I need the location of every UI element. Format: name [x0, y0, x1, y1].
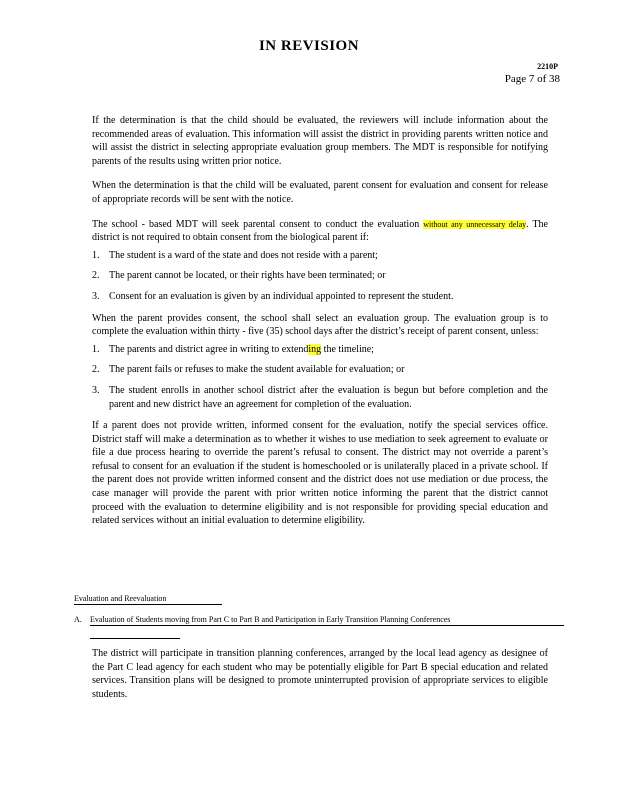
transition-planning-paragraph: The district will participate in transition planning conferences, arranged by the local lead agency as designee of the Part C lead agency for each student who may be potentially eligible for Part B special education and related services. Transition plans will be designed to promote uninterrupted provision of appropriate services to eligible students. [92, 648, 548, 700]
consent-exceptions-list [92, 249, 548, 304]
list-item: 3. Consent for an evaluation is given by an individual appointed to represent the student. [92, 290, 454, 302]
paragraph-parent-consent-notice: When the determination is that the child will be evaluated, parent consent for evaluation and consent for release of appropriate records will be sent with the notice. [92, 180, 548, 205]
text-segment: The school - based MDT will seek parental consent to conduct the evaluation [92, 218, 424, 230]
list-item: 2. The parent cannot be located, or their rights have been terminated; or [92, 270, 386, 282]
policy-code: 2210P [537, 62, 558, 71]
highlighted-text: without any unnecessary delay [423, 219, 527, 229]
subsection-letter: A. [74, 615, 82, 624]
divider [90, 638, 180, 639]
page-number: Page 7 of 38 [504, 73, 560, 85]
revision-banner: IN REVISION [258, 38, 360, 54]
paragraph-no-consent: If a parent does not provide written, informed consent for the evaluation, notify the special services office. District staff will make a determination as to whether it wishes to use mediation to seek agreement to evaluate or file a due process hearing to override the parent’s refusal to consent. The district may not override a parent’s refusal to consent for an evaluation if the student is homeschooled or is unilaterally placed in a private school. If the parent does not provide written informed consent and the district does not use mediation or due process, the case manager will provide the parent with prior written notice informing the parent that the district cannot proceed with the evaluation to determine eligibility and is not responsible for providing special education and related services without an initial evaluation to determine eligibility. [92, 420, 548, 527]
paragraph-evaluation-determination: If the determination is that the child should be evaluated, the reviewers will include information about the recommended areas of evaluation. This information will assist the district in providing parents written notice and will assist the district in selecting appropriate evaluation group members. The MDT is responsible for notifying parents of the results using written prior notice. [92, 115, 548, 167]
list-item: 2. The parent fails or refuses to make the student available for evaluation; or [92, 364, 405, 376]
list-item: 1. The student is a ward of the state and does not reside with a parent; [92, 249, 378, 261]
subsection-title: Evaluation of Students moving from Part C to Part B and Participation in Early Transition Planning Conferences [90, 615, 451, 624]
timeline-exceptions-list [92, 343, 548, 411]
section-heading: Evaluation and Reevaluation [74, 594, 222, 605]
paragraph-seek-consent [92, 218, 548, 245]
highlighted-text: ing [308, 343, 322, 355]
text-segment: . The district is not required to obtain consent from the biological parent if: [92, 218, 548, 244]
list-item: 3. The student enrolls in another school district after the evaluation is begun but before completion and the parent and new district have an agreement for completion of the evaluation. [92, 384, 548, 410]
body-text [92, 114, 548, 539]
paragraph-evaluation-timeline: When the parent provides consent, the school shall select an evaluation group. The evaluation group is to complete the evaluation within thirty - five (35) school days after the district’s receipt of parent consent, unless: [92, 312, 548, 338]
list-item: 1. The parents and district agree in writing to extending the timeline; [92, 343, 374, 355]
divider [90, 625, 564, 626]
subsection-heading [74, 613, 564, 626]
